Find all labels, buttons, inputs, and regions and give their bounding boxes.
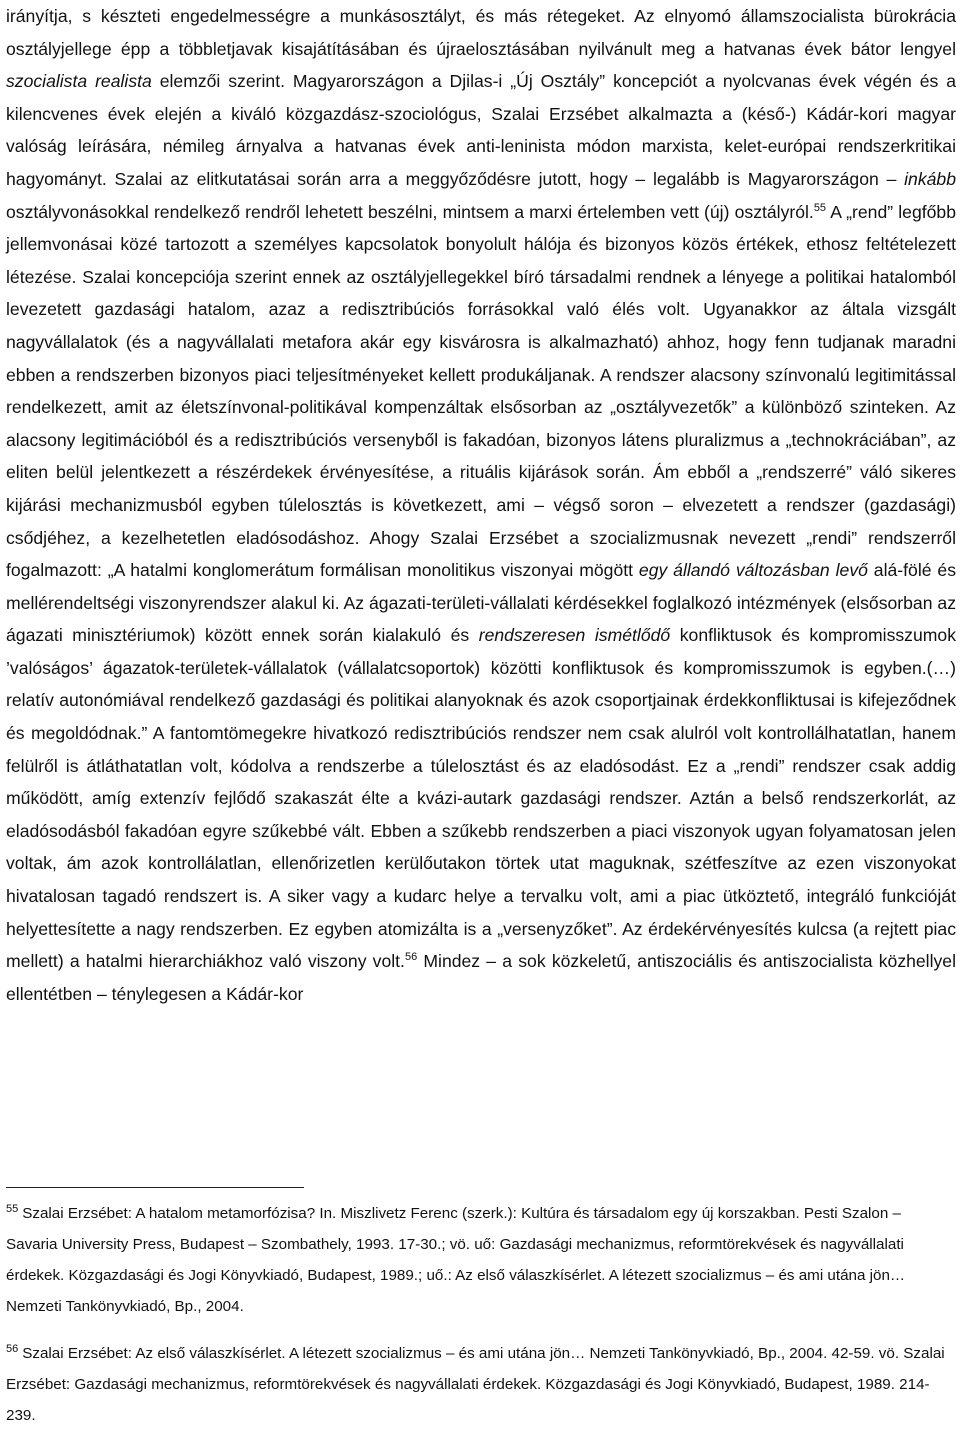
footnote-56	[6, 1338, 954, 1431]
emphasis-text-1: szocialista realista	[6, 71, 152, 92]
emphasis-text-4: rendszeresen ismétlődő	[478, 625, 671, 646]
document-page	[6, 0, 956, 1010]
body-text-part-6: konfliktusok és kompromisszumok ’valóságos’ ágazatok-területek-vállalatok (vállalatcsoportok) közötti konfliktusok és kompromisszumok is egyben.(…) relatív autonómiával rendelkező gazdasági és politikai alanyoknak és azok csoportjainak érdekkonfliktusai is kifejeződnek és megoldódnak.” A fantomtömegekre hivatkozó redisztribúciós rendszer nem csak alulról volt kontrollálhatatlan, hanem felülről is átláthatatlan volt, kódolva a rendszerbe a túlelosztást és az eladósodást. Ez a „rendi” rendszer csak addig működött, amíg extenzív fejlődő szakaszát élte a kvázi-autark gazdasági rendszer. Aztán a belső rendszerkorlát, az eladósodásból fakadóan egyre szűkebbé vált. Ebben a szűkebb rendszerben a piaci viszonyok ugyan folyamatosan jelen voltak, ám azok kontrollálatlan, ellenőrizetlen kerülőutakon törtek utat maguknak, szétfeszítve az ezen viszonyokat hivatalosan tagadó rendszert is. A siker vagy a kudarc helye a tervalku volt, ami a piac ütköztető, integráló funkcióját helyettesítette a nagy rendszerben. Ez egyben atomizálta is a „versenyzőket”. Az érdekérvényesítés kulcsa (a rejtett piac mellett) a hatalmi hierarchiákhoz való viszony volt.	[6, 625, 956, 972]
footnote-number: 56	[6, 1342, 19, 1355]
footnotes-section	[6, 1198, 954, 1447]
footnote-55	[6, 1198, 954, 1322]
body-text-part-3: osztályvonásokkal rendelkező rendről lehetett beszélni, mintsem a marxi értelemben vett (új) osztályról.	[6, 201, 814, 222]
body-text-part-5: alá-fölé és mellérendeltségi viszonyrendszer alakul ki. Az ágazati-területi-vállalati kérdésekkel foglalkozó intézmények (elsősorban az ágazati minisztériumok) között ennek során kialakuló és	[6, 560, 956, 646]
body-text-part-7: Mindez – a sok közkeletű, antiszociális és antiszocialista közhellyel ellentétben – ténylegesen a Kádár-kor	[6, 951, 956, 1004]
emphasis-text-2: inkább	[904, 168, 956, 189]
body-text-part-1: irányítja, s készteti engedelmességre a munkásosztályt, és más rétegeket. Az elnyomó államszocialista bürokrácia osztályjellege épp a többletjavak kisajátításában és újraelosztásában nyilvánult meg a hatvanas évek bátor lengyel	[6, 6, 956, 59]
footnote-separator	[6, 1187, 304, 1188]
footnote-text: Szalai Erzsébet: Az első válaszkísérlet. A létezett szocializmus – és ami utána jön… Nemzeti Tankönyvkiadó, Bp., 2004. 42-59. vö. Szalai Erzsébet: Gazdasági mechanizmus, reformtörekvések és nagyvállalati érdekek. Közgazdasági és Jogi Könyvkiadó, Budapest, 1989. 214-239.	[6, 1345, 945, 1424]
footnote-number: 55	[6, 1202, 19, 1215]
body-text-part-4: A „rend” legfőbb jellemvonásai közé tartozott a személyes kapcsolatok bonyolult hálója és bizonyos közös értékek, ethosz feltételezett létezése. Szalai koncepciója szerint ennek az osztályjellegekkel bíró társadalmi rendnek a lényege a politikai hatalomból levezetett gazdasági hatalom, azaz a redisztribúciós forrásokkal való élés volt. Ugyanakkor az általa vizsgált nagyvállalatok (és a nagyvállalati metafora akár egy kisvárosra is alkalmazható) ahhoz, hogy fenn tudjanak maradni ebben a rendszerben bizonyos piaci teljesítményeket kellett produkáljanak. A rendszer alacsony színvonalú legitimitással rendelkezett, amit az életszínvonal-politikával kompenzáltak elsősorban az „osztályvezetők” a különböző szinteken. Az alacsony legitimációból és a redisztribúciós versenyből is fakadóan, bizonyos látens pluralizmus a „technokráciában”, az eliten belül jelentkezett a részérdekek érvényesítése, a rituális kijárások során. Ám ebből a „rendszerré” váló sikeres kijárási mechanizmusból egyben túlelosztás is következett, ami – végső soron – elvezetett a rendszer (gazdasági) csődjéhez, a kezelhetetlen eladósodáshoz. Ahogy Szalai Erzsébet a szocializmusnak nevezett „rendi” rendszerről fogalmazott: „A hatalmi konglomerátum formálisan monolitikus viszonyai mögött	[6, 201, 956, 581]
body-paragraph	[6, 0, 956, 1010]
footnote-ref-56[interactable]: 56	[404, 951, 418, 964]
body-text-part-2: elemzői szerint. Magyarországon a Djilas-i „Új Osztály” koncepciót a nyolcvanas évek végén és a kilencvenes évek elején a kiváló közgazdász-szociológus, Szalai Erzsébet alkalmazta a (késő-) Kádár-kori magyar valóság leírására, némileg árnyalva a hatvanas évek anti-leninista módon marxista, kelet-európai rendszerkritikai hagyományt. Szalai az elitkutatásai során arra a meggyőződésre jutott, hogy – legalább is Magyarországon –	[6, 71, 956, 189]
emphasis-text-3: egy állandó változásban levő	[638, 560, 868, 581]
footnote-ref-55[interactable]: 55	[813, 201, 827, 214]
footnote-text: Szalai Erzsébet: A hatalom metamorfózisa? In. Miszlivetz Ferenc (szerk.): Kultúra és társadalom egy új korszakban. Pesti Szalon – Savaria University Press, Budapest – Szombathely, 1993. 17-30.; vö. uő: Gazdasági mechanizmus, reformtörekvések és nagyvállalati érdekek. Közgazdasági és Jogi Könyvkiadó, Budapest, 1989.; uő.: Az első válaszkísérlet. A létezett szocializmus – és ami utána jön… Nemzeti Tankönyvkiadó, Bp., 2004.	[6, 1205, 906, 1315]
